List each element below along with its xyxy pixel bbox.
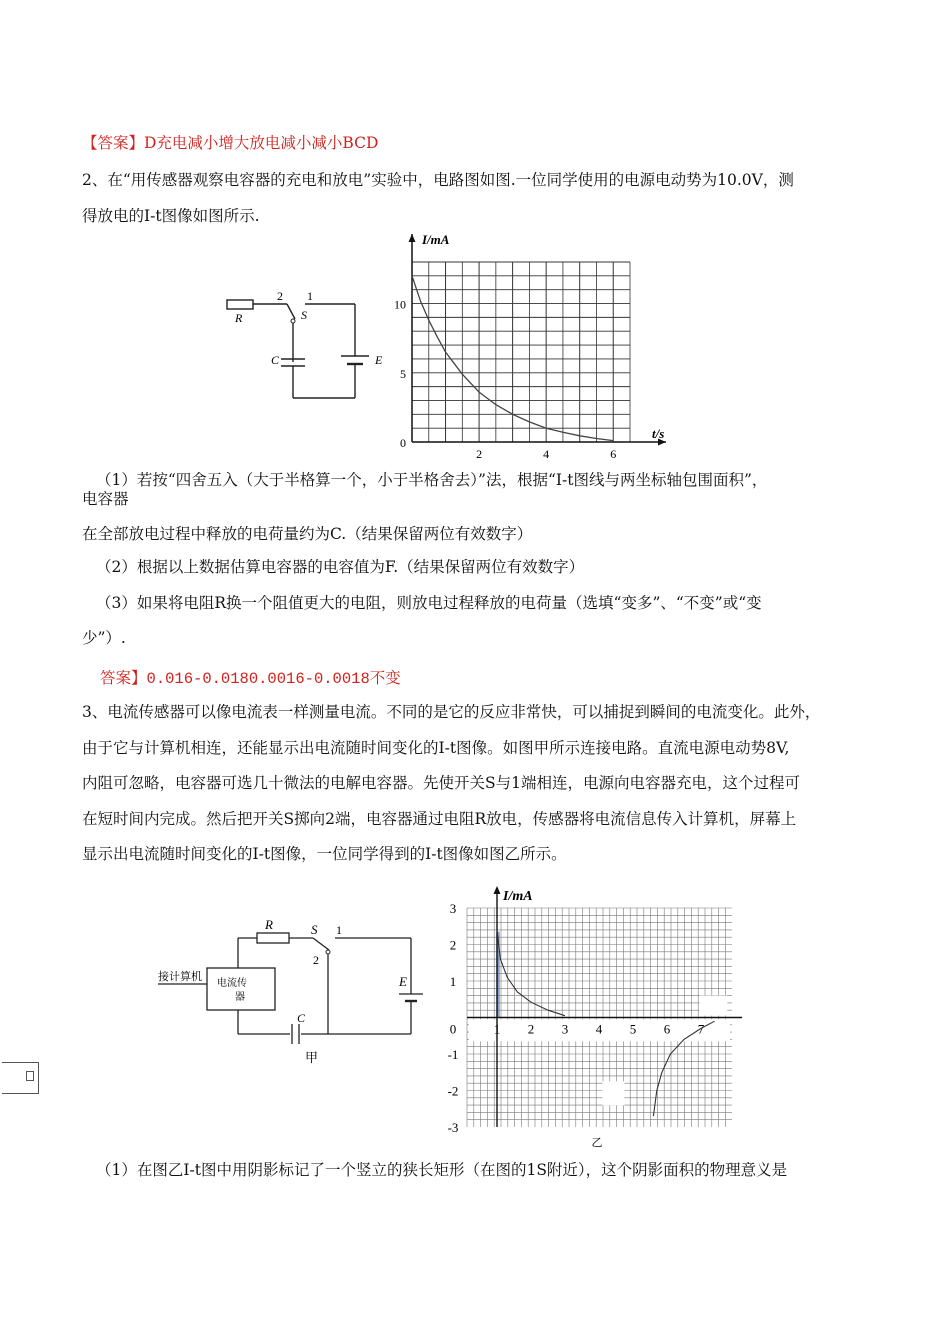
q2-sub2: （2）根据以上数据估算电容器的电容值为F.（结果保留两位有效数字） (96, 558, 585, 576)
x-tick-label: 7 (697, 1021, 705, 1037)
x-tick-label: 4 (543, 447, 550, 461)
y-tick-label: -2 (447, 1083, 459, 1099)
label-pos-2: 2 (277, 289, 283, 303)
margin-box (2, 1062, 39, 1094)
blank-patch (602, 1081, 624, 1105)
x-axis-label: t/s (652, 426, 665, 441)
switch-s-2 (313, 938, 329, 950)
label-pos-2-2: 2 (313, 953, 319, 967)
y-tick-label: 10 (394, 297, 406, 312)
label-s: S (301, 308, 307, 322)
label-r: R (235, 311, 243, 325)
x-tick-label: 6 (610, 447, 617, 461)
figure-caption-yi: 乙 (591, 1137, 603, 1149)
q2-sub1-line-2: 电容器 (82, 490, 129, 508)
q3-line-1: 3、电流传感器可以像电流表一样测量电流。不同的是它的反应非常快，可以捕捉到瞬间的电流变化。此外， (82, 703, 821, 721)
x-tick-label: 0 (449, 1021, 457, 1037)
answer-2 (100, 668, 401, 689)
discharge-it-chart (388, 228, 678, 468)
x-tick-label: 2 (476, 447, 483, 461)
y-tick-label: -1 (447, 1047, 459, 1062)
label-sensor-2: 器 (235, 992, 245, 1003)
circuit-diagram-2 (155, 910, 440, 1070)
x-tick-label: 2 (527, 1021, 535, 1037)
figure-caption-jia: 甲 (305, 1050, 319, 1065)
label-pos-1: 1 (307, 289, 313, 303)
label-pos-1-2: 1 (336, 923, 342, 937)
x-tick-label: 4 (595, 1021, 603, 1037)
q3-line-4: 在短时间内完成。然后把开关S掷向2端，电容器通过电阻R放电，传感器将电流信息传入计算机，屏幕上 (82, 810, 797, 828)
answer-2-prefix: 答案】 (100, 669, 147, 687)
y-tick-label: 5 (400, 366, 406, 381)
margin-box-mark (26, 1071, 34, 1081)
answer-2-value: 0.016-0.0180.0016-0.0018不变 (146, 670, 401, 688)
y-axis-arrow (494, 886, 501, 894)
x-tick-label: 1 (493, 1021, 501, 1037)
y-axis-label: I/mA (503, 889, 533, 904)
circuit-diagram-1 (215, 280, 395, 410)
label-c-2: C (297, 1011, 306, 1025)
q2-sub1-line-3: 在全部放电过程中释放的电荷量约为C.（结果保留两位有效数字） (82, 525, 533, 543)
label-computer: 接计算机 (158, 971, 202, 983)
label-e-2: E (399, 974, 407, 989)
y-tick-label: 2 (449, 937, 457, 953)
charge-discharge-it-chart (432, 880, 762, 1150)
label-sensor-1: 电流传 (217, 978, 247, 989)
current-sensor-box (207, 968, 275, 1010)
x-tick-label: 6 (663, 1021, 671, 1037)
y-tick-label: 0 (400, 436, 406, 450)
label-r-2: R (265, 917, 273, 932)
x-tick-label: 3 (561, 1021, 569, 1037)
x-tick-label: 5 (629, 1021, 637, 1037)
label-e: E (375, 353, 383, 367)
resistor-r (227, 300, 253, 309)
y-tick-label: 1 (449, 974, 457, 989)
blank-patch-right (699, 996, 727, 1016)
switch-s (287, 304, 295, 319)
y-axis-label: I/mA (422, 232, 450, 247)
q3-line-3: 内阻可忽略，电容器可选几十微法的电解电容器。先使开关S与1端相连，电源向电容器充电，这个过程可 (82, 774, 800, 792)
q3-line-5: 显示出电流随时间变化的I-t图像，一位同学得到的I-t图像如图乙所示。 (82, 845, 567, 863)
y-tick-label: -3 (447, 1120, 459, 1135)
q2-sub3-line-2: 少”）. (82, 629, 126, 647)
q3-sub1: （1）在图乙I-t图中用阴影标记了一个竖立的狭长矩形（在图的1S附近），这个阴影面积的物理意义是 (96, 1161, 788, 1179)
q3-line-2: 由于它与计算机相连，还能显示出电流随时间变化的I-t图像。如图甲所示连接电路。直流电源电动势8V, (82, 739, 790, 757)
label-s-2: S (311, 922, 318, 937)
q2-sub3-line-1: （3）如果将电阻R换一个阻值更大的电阻，则放电过程释放的电荷量（选填“变多”、“不变”或“变 (96, 594, 762, 612)
q2-line-1: 2、在“用传感器观察电容器的充电和放电”实验中，电路图如图.一位同学使用的电源电动势为10.0V，测 (82, 171, 794, 189)
y-axis-arrow (409, 234, 416, 242)
resistor-r-2 (257, 933, 289, 943)
q2-sub1-line-1: （1）若按“四舍五入（大于半格算一个，小于半格舍去）”法，根据“I-t图线与两坐标轴包围面积”， (96, 471, 768, 489)
y-tick-label: 3 (449, 901, 457, 916)
answer-1: 【答案】D充电减小增大放电减小减小BCD (82, 134, 379, 152)
label-c: C (271, 353, 280, 367)
q2-line-2: 得放电的I-t图像如图所示. (82, 207, 260, 225)
